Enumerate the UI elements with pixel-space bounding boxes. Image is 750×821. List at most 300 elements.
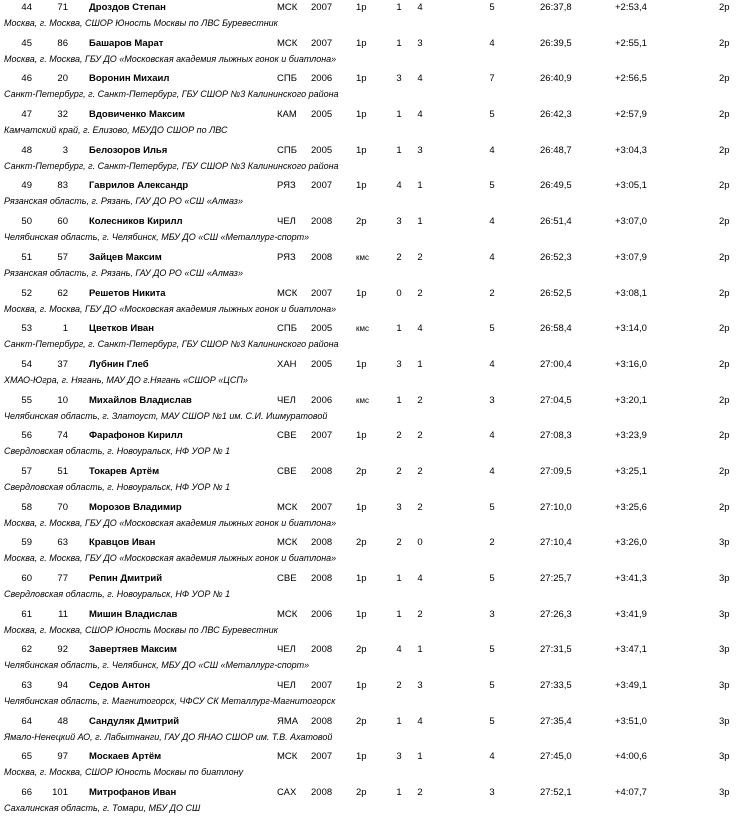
- finish-time: 27:00,4: [540, 358, 572, 370]
- result-row: [0, 785, 750, 800]
- birth-year: 2006: [311, 73, 333, 85]
- birth-year: 2005: [311, 109, 333, 121]
- club-info: Свердловская область, г. Новоуральск, НФ УОР № 1: [4, 481, 231, 492]
- birth-year: 2008: [311, 537, 333, 549]
- club-info: ХМАО-Югра, г. Нягань, МАУ ДО г.Нягань «СШОР «ЦСП»: [4, 374, 248, 385]
- place-cell: 49: [21, 180, 32, 192]
- bib-cell: 48: [57, 715, 68, 727]
- shooting-misses-2: 2: [417, 430, 423, 442]
- penalty-total: 4: [489, 144, 495, 156]
- finish-time: 26:42,3: [540, 109, 572, 121]
- result-row: [0, 357, 750, 372]
- athlete-name: Митрофанов Иван: [89, 787, 177, 799]
- sport-rank: 2р: [356, 644, 367, 656]
- shooting-misses-2: 4: [417, 323, 423, 335]
- qualification-category: 2р: [719, 287, 730, 299]
- club-row: [0, 480, 750, 495]
- result-entry: [0, 642, 750, 678]
- sport-rank: 1р: [356, 109, 367, 121]
- region-code: КАМ: [277, 109, 297, 121]
- shooting-misses-2: 2: [417, 465, 423, 477]
- result-entry: [0, 178, 750, 214]
- result-row: [0, 143, 750, 158]
- sport-rank: 1р: [356, 573, 367, 584]
- result-entry: [0, 107, 750, 143]
- time-behind: +3:07,9: [615, 251, 647, 263]
- time-behind: +3:26,0: [615, 537, 647, 549]
- bib-cell: 74: [57, 430, 68, 442]
- club-row: [0, 551, 750, 566]
- sport-rank: 1р: [356, 73, 367, 85]
- qualification-category: 3р: [719, 715, 730, 727]
- penalty-total: 5: [489, 109, 495, 121]
- shooting-misses-1: 1: [396, 608, 402, 620]
- region-code: ХАН: [277, 358, 297, 370]
- qualification-category: 2р: [719, 73, 730, 85]
- result-row: [0, 321, 750, 336]
- birth-year: 2008: [311, 573, 333, 584]
- athlete-name: Москаев Артём: [89, 751, 162, 763]
- shooting-misses-1: 1: [396, 573, 402, 584]
- shooting-misses-1: 1: [396, 109, 402, 121]
- club-info: Свердловская область, г. Новоуральск, НФ УОР № 1: [4, 589, 231, 599]
- penalty-total: 3: [489, 608, 495, 620]
- shooting-misses-2: 1: [417, 751, 423, 763]
- qualification-category: 2р: [719, 180, 730, 192]
- sport-rank: 1р: [356, 608, 367, 620]
- finish-time: 27:45,0: [540, 751, 572, 763]
- sport-rank: 1р: [356, 37, 367, 49]
- bib-cell: 3: [62, 144, 68, 156]
- qualification-category: 2р: [719, 501, 730, 513]
- time-behind: +3:05,1: [615, 180, 647, 192]
- place-cell: 61: [21, 608, 32, 620]
- region-code: МСК: [277, 287, 298, 299]
- time-behind: +3:41,3: [615, 573, 647, 584]
- shooting-misses-1: 3: [396, 751, 402, 763]
- club-info: Москва, г. Москва, ГБУ ДО «Московская академия лыжных гонок и биатлона»: [4, 303, 337, 314]
- bib-cell: 32: [57, 109, 68, 121]
- bib-cell: 60: [57, 216, 68, 228]
- finish-time: 26:39,5: [540, 37, 572, 49]
- penalty-total: 5: [489, 644, 495, 656]
- time-behind: +3:20,1: [615, 394, 647, 406]
- region-code: ЯМА: [277, 715, 299, 727]
- sport-rank: кмс: [356, 324, 369, 334]
- time-behind: +3:41,9: [615, 608, 647, 620]
- finish-time: 26:52,3: [540, 251, 572, 263]
- finish-time: 26:58,4: [540, 323, 572, 335]
- athlete-name: Токарев Артём: [89, 465, 160, 477]
- bib-cell: 86: [57, 37, 68, 49]
- region-code: МСК: [277, 37, 298, 49]
- result-entry: [0, 214, 750, 250]
- result-row: [0, 464, 750, 479]
- region-code: МСК: [277, 751, 298, 763]
- sport-rank: 1р: [356, 358, 367, 370]
- birth-year: 2008: [311, 644, 333, 656]
- club-row: [0, 16, 750, 31]
- club-row: [0, 87, 750, 102]
- athlete-name: Лубнин Глеб: [89, 358, 149, 370]
- club-info: Санкт-Петербург, г. Санкт-Петербург, ГБУ СШОР №3 Калининского района: [4, 160, 339, 171]
- time-behind: +2:57,9: [615, 109, 647, 121]
- birth-year: 2007: [311, 751, 333, 763]
- shooting-misses-2: 2: [417, 287, 423, 299]
- region-code: СПБ: [277, 323, 297, 335]
- place-cell: 52: [21, 287, 32, 299]
- finish-time: 27:10,4: [540, 537, 572, 549]
- club-info: Ямало-Ненецкий АО, г. Лабытнанги, ГАУ ДО ЯНАО СШОР им. Т.В. Ахатовой: [4, 731, 333, 742]
- time-behind: +2:55,1: [615, 37, 647, 49]
- finish-time: 26:48,7: [540, 144, 572, 156]
- athlete-name: Решетов Никита: [89, 287, 166, 299]
- shooting-misses-1: 3: [396, 358, 402, 370]
- result-row: [0, 571, 750, 586]
- bib-cell: 70: [57, 501, 68, 513]
- club-row: [0, 194, 750, 209]
- penalty-total: 5: [489, 501, 495, 513]
- club-info: Камчатский край, г. Елизово, МБУДО СШОР по ЛВС: [4, 125, 228, 136]
- club-info: Москва, г. Москва, СШОР Юность Москвы по ЛВС Буревестник: [4, 18, 278, 28]
- bib-cell: 83: [57, 180, 68, 192]
- time-behind: +3:16,0: [615, 358, 647, 370]
- shooting-misses-2: 2: [417, 251, 423, 263]
- time-behind: +3:47,1: [615, 644, 647, 656]
- birth-year: 2007: [311, 501, 333, 513]
- club-row: [0, 587, 750, 602]
- penalty-total: 5: [489, 715, 495, 727]
- region-code: МСК: [277, 501, 298, 513]
- penalty-total: 4: [489, 251, 495, 263]
- finish-time: 27:09,5: [540, 465, 572, 477]
- club-info: Рязанская область, г. Рязань, ГАУ ДО РО «СШ «Алмаз»: [4, 267, 243, 278]
- finish-time: 26:37,8: [540, 2, 572, 13]
- sport-rank: 1р: [356, 430, 367, 442]
- place-cell: 60: [21, 573, 32, 584]
- result-entry: [0, 36, 750, 72]
- place-cell: 54: [21, 358, 32, 370]
- athlete-name: Колесников Кирилл: [89, 216, 183, 228]
- time-behind: +4:00,6: [615, 751, 647, 763]
- shooting-misses-1: 1: [396, 787, 402, 799]
- club-row: [0, 658, 750, 673]
- club-row: [0, 801, 750, 816]
- qualification-category: 2р: [719, 430, 730, 442]
- club-row: [0, 409, 750, 424]
- qualification-category: 3р: [719, 573, 730, 584]
- club-info: Москва, г. Москва, ГБУ ДО «Московская академия лыжных гонок и биатлона»: [4, 53, 337, 64]
- shooting-misses-1: 3: [396, 216, 402, 228]
- place-cell: 56: [21, 430, 32, 442]
- sport-rank: 2р: [356, 465, 367, 477]
- shooting-misses-2: 3: [417, 144, 423, 156]
- result-entry: [0, 678, 750, 714]
- penalty-total: 4: [489, 216, 495, 228]
- club-info: Москва, г. Москва, ГБУ ДО «Московская академия лыжных гонок и биатлона»: [4, 553, 337, 564]
- bib-cell: 1: [62, 323, 68, 335]
- result-entry: [0, 500, 750, 536]
- result-entry: [0, 143, 750, 179]
- shooting-misses-2: 1: [417, 644, 423, 656]
- birth-year: 2007: [311, 2, 333, 13]
- birth-year: 2005: [311, 144, 333, 156]
- shooting-misses-2: 4: [417, 109, 423, 121]
- qualification-category: 3р: [719, 537, 730, 549]
- sport-rank: 2р: [356, 715, 367, 727]
- qualification-category: 2р: [719, 358, 730, 370]
- finish-time: 27:08,3: [540, 430, 572, 442]
- club-row: [0, 516, 750, 531]
- result-entry: [0, 535, 750, 571]
- place-cell: 51: [21, 251, 32, 263]
- athlete-name: Белозоров Илья: [89, 144, 168, 156]
- shooting-misses-1: 1: [396, 37, 402, 49]
- region-code: РЯЗ: [277, 251, 296, 263]
- sport-rank: 1р: [356, 144, 367, 156]
- time-behind: +2:53,4: [615, 2, 647, 13]
- shooting-misses-2: 2: [417, 608, 423, 620]
- athlete-name: Дроздов Степан: [89, 2, 166, 13]
- bib-cell: 57: [57, 251, 68, 263]
- result-row: [0, 250, 750, 265]
- place-cell: 62: [21, 644, 32, 656]
- athlete-name: Гаврилов Александр: [89, 180, 189, 192]
- time-behind: +3:51,0: [615, 715, 647, 727]
- shooting-misses-1: 3: [396, 501, 402, 513]
- athlete-name: Башаров Марат: [89, 37, 164, 49]
- bib-cell: 20: [57, 73, 68, 85]
- shooting-misses-1: 1: [396, 144, 402, 156]
- result-row: [0, 749, 750, 764]
- region-code: СПБ: [277, 73, 297, 85]
- time-behind: +3:14,0: [615, 323, 647, 335]
- time-behind: +3:23,9: [615, 430, 647, 442]
- finish-time: 26:52,5: [540, 287, 572, 299]
- qualification-category: 3р: [719, 644, 730, 656]
- birth-year: 2008: [311, 216, 333, 228]
- place-cell: 66: [21, 787, 32, 799]
- club-row: [0, 266, 750, 281]
- penalty-total: 5: [489, 680, 495, 692]
- place-cell: 58: [21, 501, 32, 513]
- shooting-misses-2: 3: [417, 37, 423, 49]
- place-cell: 59: [21, 537, 32, 549]
- time-behind: +3:07,0: [615, 216, 647, 228]
- qualification-category: 2р: [719, 394, 730, 406]
- shooting-misses-2: 2: [417, 787, 423, 799]
- club-info: Рязанская область, г. Рязань, ГАУ ДО РО «СШ «Алмаз»: [4, 196, 243, 207]
- qualification-category: 2р: [719, 251, 730, 263]
- result-entry: [0, 749, 750, 785]
- region-code: СВЕ: [277, 573, 297, 584]
- finish-time: 27:52,1: [540, 787, 572, 799]
- sport-rank: 1р: [356, 287, 367, 299]
- shooting-misses-2: 3: [417, 680, 423, 692]
- club-row: [0, 337, 750, 352]
- result-row: [0, 393, 750, 408]
- shooting-misses-2: 1: [417, 216, 423, 228]
- shooting-misses-2: 0: [417, 537, 423, 549]
- club-row: [0, 730, 750, 745]
- place-cell: 55: [21, 394, 32, 406]
- result-row: [0, 71, 750, 86]
- birth-year: 2008: [311, 787, 333, 799]
- penalty-total: 2: [489, 537, 495, 549]
- region-code: ЧЕЛ: [277, 216, 296, 228]
- shooting-misses-1: 2: [396, 251, 402, 263]
- club-info: Сахалинская область, г. Томари, МБУ ДО СШ: [4, 803, 201, 814]
- shooting-misses-1: 1: [396, 323, 402, 335]
- shooting-misses-1: 2: [396, 430, 402, 442]
- penalty-total: 3: [489, 394, 495, 406]
- shooting-misses-2: 1: [417, 180, 423, 192]
- place-cell: 64: [21, 715, 32, 727]
- region-code: ЧЕЛ: [277, 644, 296, 656]
- qualification-category: 2р: [719, 2, 730, 13]
- athlete-name: Сандуляк Дмитрий: [89, 715, 180, 727]
- region-code: ЧЕЛ: [277, 680, 296, 692]
- place-cell: 45: [21, 37, 32, 49]
- place-cell: 47: [21, 109, 32, 121]
- qualification-category: 3р: [719, 787, 730, 799]
- finish-time: 27:35,4: [540, 715, 572, 727]
- penalty-total: 4: [489, 37, 495, 49]
- result-row: [0, 678, 750, 693]
- result-row: [0, 714, 750, 729]
- place-cell: 65: [21, 751, 32, 763]
- bib-cell: 97: [57, 751, 68, 763]
- result-entry: [0, 464, 750, 500]
- bib-cell: 101: [52, 787, 68, 799]
- time-behind: +4:07,7: [615, 787, 647, 799]
- result-entry: [0, 0, 750, 36]
- sport-rank: 1р: [356, 2, 367, 13]
- penalty-total: 2: [489, 287, 495, 299]
- region-code: САХ: [277, 787, 297, 799]
- birth-year: 2007: [311, 180, 333, 192]
- region-code: МСК: [277, 608, 298, 620]
- club-info: Москва, г. Москва, СШОР Юность Москвы по ЛВС Буревестник: [4, 624, 278, 635]
- result-entry: [0, 785, 750, 821]
- result-row: [0, 500, 750, 515]
- result-entry: [0, 71, 750, 107]
- result-row: [0, 178, 750, 193]
- shooting-misses-2: 4: [417, 715, 423, 727]
- bib-cell: 92: [57, 644, 68, 656]
- result-entry: [0, 393, 750, 429]
- sport-rank: 1р: [356, 180, 367, 192]
- shooting-misses-1: 1: [396, 394, 402, 406]
- bib-cell: 71: [57, 2, 68, 13]
- time-behind: +3:25,6: [615, 501, 647, 513]
- club-row: [0, 230, 750, 245]
- time-behind: +3:25,1: [615, 465, 647, 477]
- club-info: Санкт-Петербург, г. Санкт-Петербург, ГБУ СШОР №3 Калининского района: [4, 339, 339, 350]
- result-entry: [0, 250, 750, 286]
- sport-rank: кмс: [356, 395, 369, 405]
- club-info: Челябинская область, г. Магнитогорск, ЧФСУ СК Металлург-Магнитогорск: [4, 696, 336, 707]
- club-row: [0, 302, 750, 317]
- sport-rank: 1р: [356, 751, 367, 763]
- athlete-name: Мишин Владислав: [89, 608, 178, 620]
- athlete-name: Репин Дмитрий: [89, 573, 163, 584]
- finish-time: 27:33,5: [540, 680, 572, 692]
- shooting-misses-2: 4: [417, 573, 423, 584]
- finish-time: 27:25,7: [540, 573, 572, 584]
- place-cell: 50: [21, 216, 32, 228]
- result-entry: [0, 357, 750, 393]
- finish-time: 27:26,3: [540, 608, 572, 620]
- athlete-name: Фарафонов Кирилл: [89, 430, 183, 442]
- time-behind: +3:08,1: [615, 287, 647, 299]
- club-row: [0, 52, 750, 67]
- club-row: [0, 123, 750, 138]
- result-entry: [0, 286, 750, 322]
- athlete-name: Зайцев Максим: [89, 251, 162, 263]
- club-info: Челябинская область, г. Челябинск, МБУ ДО «СШ «Металлург-спорт»: [4, 232, 310, 243]
- club-row: [0, 159, 750, 174]
- athlete-name: Завертяев Максим: [89, 644, 177, 656]
- place-cell: 57: [21, 465, 32, 477]
- bib-cell: 94: [57, 680, 68, 692]
- result-row: [0, 642, 750, 657]
- club-info: Челябинская область, г. Златоуст, МАУ СШОР №1 им. С.И. Ишмуратовой: [4, 410, 328, 421]
- club-row: [0, 373, 750, 388]
- region-code: СВЕ: [277, 465, 297, 477]
- club-info: Свердловская область, г. Новоуральск, НФ УОР № 1: [4, 446, 231, 457]
- shooting-misses-1: 0: [396, 287, 402, 299]
- region-code: СПБ: [277, 144, 297, 156]
- bib-cell: 37: [57, 358, 68, 370]
- shooting-misses-1: 4: [396, 644, 402, 656]
- club-row: [0, 765, 750, 780]
- result-row: [0, 107, 750, 122]
- time-behind: +2:56,5: [615, 73, 647, 85]
- penalty-total: 5: [489, 573, 495, 584]
- sport-rank: 1р: [356, 680, 367, 692]
- club-row: [0, 694, 750, 709]
- region-code: СВЕ: [277, 430, 297, 442]
- birth-year: 2008: [311, 251, 333, 263]
- result-row: [0, 286, 750, 301]
- finish-time: 27:10,0: [540, 501, 572, 513]
- birth-year: 2005: [311, 358, 333, 370]
- birth-year: 2007: [311, 680, 333, 692]
- birth-year: 2007: [311, 287, 333, 299]
- qualification-category: 2р: [719, 37, 730, 49]
- penalty-total: 7: [489, 73, 495, 85]
- sport-rank: 1р: [356, 501, 367, 513]
- penalty-total: 4: [489, 465, 495, 477]
- athlete-name: Кравцов Иван: [89, 537, 156, 549]
- bib-cell: 63: [57, 537, 68, 549]
- finish-time: 26:40,9: [540, 73, 572, 85]
- athlete-name: Седов Антон: [89, 680, 151, 692]
- club-row: [0, 623, 750, 638]
- birth-year: 2008: [311, 715, 333, 727]
- shooting-misses-2: 4: [417, 73, 423, 85]
- bib-cell: 77: [57, 573, 68, 584]
- athlete-name: Цветков Иван: [89, 323, 154, 335]
- result-entry: [0, 607, 750, 643]
- qualification-category: 2р: [719, 465, 730, 477]
- birth-year: 2005: [311, 323, 333, 335]
- finish-time: 26:51,4: [540, 216, 572, 228]
- qualification-category: 3р: [719, 608, 730, 620]
- sport-rank: кмс: [356, 252, 369, 262]
- qualification-category: 2р: [719, 323, 730, 335]
